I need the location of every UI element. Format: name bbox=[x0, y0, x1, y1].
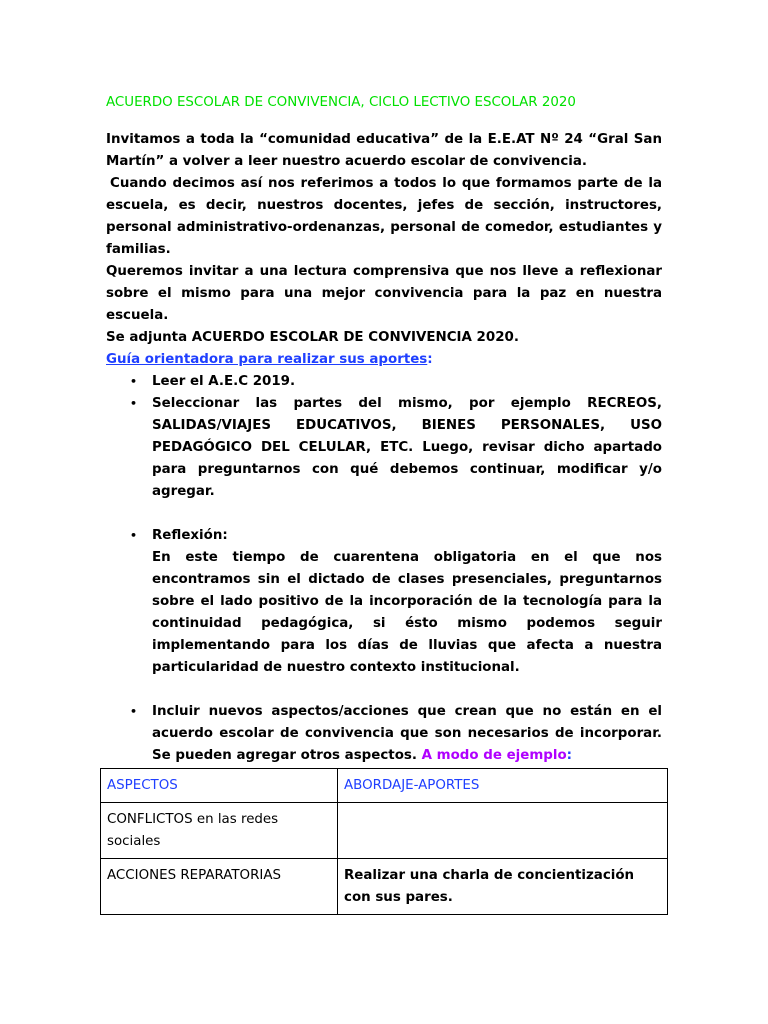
guide-heading bbox=[106, 349, 662, 371]
document-body bbox=[106, 92, 662, 767]
list-item: • Leer el A.E.C 2019. bbox=[152, 371, 662, 393]
table-header-row bbox=[101, 769, 668, 803]
document-title: ACUERDO ESCOLAR DE CONVIVENCIA, CICLO LECTIVO ESCOLAR 2020 bbox=[106, 95, 576, 110]
list-item-reflection bbox=[152, 525, 662, 679]
reflection-text: En este tiempo de cuarentena obligatoria en el que nos encontramos sin el dictado de clases presenciales, preguntarnos sobre el lado positivo de la incorporación de la tecnología para la continuidad pedagógica, si ésto mismo podemos seguir implementando para los días de lluvias que afecta a nuestra particularidad de nuestro contexto institucional. bbox=[152, 550, 662, 675]
example-colon: : bbox=[566, 748, 573, 763]
table-cell: CONFLICTOS en las redes sociales bbox=[101, 803, 338, 859]
guide-colon: : bbox=[427, 352, 433, 367]
table-cell: ACCIONES REPARATORIAS bbox=[101, 859, 338, 915]
table-row bbox=[101, 859, 668, 915]
reflection-heading: • Reflexión: bbox=[152, 528, 228, 543]
header-aspectos: ASPECTOS bbox=[101, 769, 338, 803]
table-cell bbox=[338, 803, 668, 859]
table-row bbox=[101, 803, 668, 859]
list-item: • Seleccionar las partes del mismo, por ejemplo RECREOS, SALIDAS/VIAJES EDUCATIVOS, BIENES PERSONALES, USO PEDAGÓGICO DEL CELULAR, ETC. Luego, revisar dicho apartado para preguntarnos con qué debemos continuar, modificar y/o agregar. bbox=[152, 393, 662, 503]
intro-paragraph: Invitamos a toda la “comunidad educativa” de la E.E.AT Nº 24 “Gral San Martín” a volver a leer nuestro acuerdo escolar de convivencia. bbox=[106, 132, 662, 169]
list-item-include bbox=[152, 701, 662, 767]
aspects-table bbox=[100, 768, 668, 915]
header-abordaje-aportes: ABORDAJE-APORTES bbox=[338, 769, 668, 803]
example-label: A modo de ejemplo bbox=[421, 748, 567, 763]
community-paragraph: Cuando decimos así nos referimos a todos lo que formamos parte de la escuela, es decir, nuestros docentes, jefes de sección, instructores, personal administrativo-ordenanzas, personal de comedor, estudiantes y familias. bbox=[106, 176, 662, 257]
guide-list bbox=[106, 371, 662, 767]
include-text: Incluir nuevos aspectos/acciones que crean que no están en el acuerdo escolar de convivencia que son necesarios de incorporar. Se pueden agregar otros aspectos. bbox=[152, 704, 662, 763]
guide-link[interactable]: Guía orientadora para realizar sus aportes bbox=[106, 352, 428, 367]
invitation-paragraph: Queremos invitar a una lectura comprensiva que nos lleve a reflexionar sobre el mismo para una mejor convivencia para la paz en nuestra escuela. bbox=[106, 264, 662, 323]
attachment-paragraph: Se adjunta ACUERDO ESCOLAR DE CONVIVENCIA 2020. bbox=[106, 330, 519, 345]
table-cell: Realizar una charla de concientización con sus pares. bbox=[338, 859, 668, 915]
